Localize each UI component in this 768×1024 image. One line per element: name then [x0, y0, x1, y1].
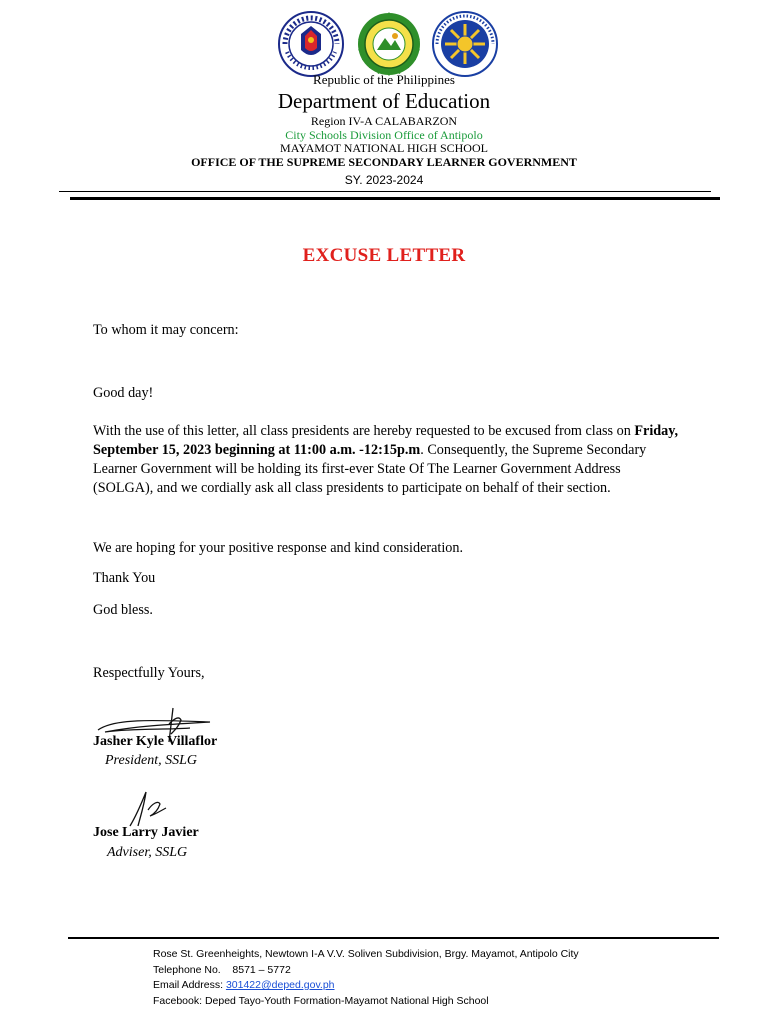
footer-telephone [153, 963, 713, 979]
main-paragraph [93, 422, 683, 498]
school-seal-icon [355, 10, 423, 78]
region-line: Region IV-A CALABARZON [310, 114, 458, 128]
adviser-name: Jose Larry Javier [93, 825, 199, 840]
division-line: City Schools Division Office of Antipolo [285, 128, 483, 142]
footer-facebook: Facebook: Deped Tayo-Youth Formation-Mayamot National High School [153, 994, 489, 1007]
header-rule-bottom [70, 197, 720, 200]
deped-seal [277, 10, 345, 78]
consideration-paragraph: We are hoping for your positive response and kind consideration. [93, 540, 464, 556]
footer [153, 947, 713, 1009]
division-seal-icon [431, 10, 499, 78]
footer-email [153, 978, 713, 994]
blessing-line: God bless. [93, 602, 153, 618]
main-paragraph-start: With the use of this letter, all class presidents are hereby requested to be excused from class on [93, 423, 635, 439]
thanks-line: Thank You [93, 570, 156, 586]
school-seal [355, 10, 423, 78]
division-seal [431, 10, 499, 78]
header-rule-top [59, 191, 711, 192]
deped-seal-icon [277, 10, 345, 78]
closing-line: Respectfully Yours, [93, 665, 205, 681]
department-name: Department of Education [277, 89, 491, 113]
school-year: SY. 2023-2024 [344, 173, 424, 187]
footer-rule [68, 937, 719, 939]
adviser-signature [110, 788, 190, 830]
telephone-label: Telephone No. [153, 963, 221, 976]
footer-address: Rose St. Greenheights, Newtown I-A V.V. Soliven Subdivision, Brgy. Mayamot, Antipolo City [153, 948, 579, 960]
school-name: MAYAMOT NATIONAL HIGH SCHOOL [280, 141, 488, 155]
main-paragraph-end: . Consequently, the Supreme Secondary Learner Government will be holding its first-ever State Of The Learner Government Address (SOLGA), and we cordially ask all class presidents to participate on behalf of their section. [93, 442, 647, 496]
good-day-line: Good day! [93, 385, 154, 401]
republic-line: Republic of the Philippines [313, 72, 455, 87]
salutation: To whom it may concern: [93, 322, 239, 338]
adviser-role: Adviser, SSLG [107, 845, 188, 860]
office-name: OFFICE OF THE SUPREME SECONDARY LEARNER GOVERNMENT [191, 155, 577, 169]
telephone-number: 8571 – 5772 [232, 963, 291, 976]
letter-title: EXCUSE LETTER [302, 245, 466, 266]
event-date-time: Friday, September 15, 2023 beginning at 11:00 a.m. -12:15p.m [93, 423, 679, 458]
email-link[interactable]: 301422@deped.gov.ph [225, 979, 335, 991]
president-role: President, SSLG [105, 753, 198, 768]
email-label: Email Address: [153, 979, 224, 991]
president-name: Jasher Kyle Villaflor [93, 734, 218, 749]
